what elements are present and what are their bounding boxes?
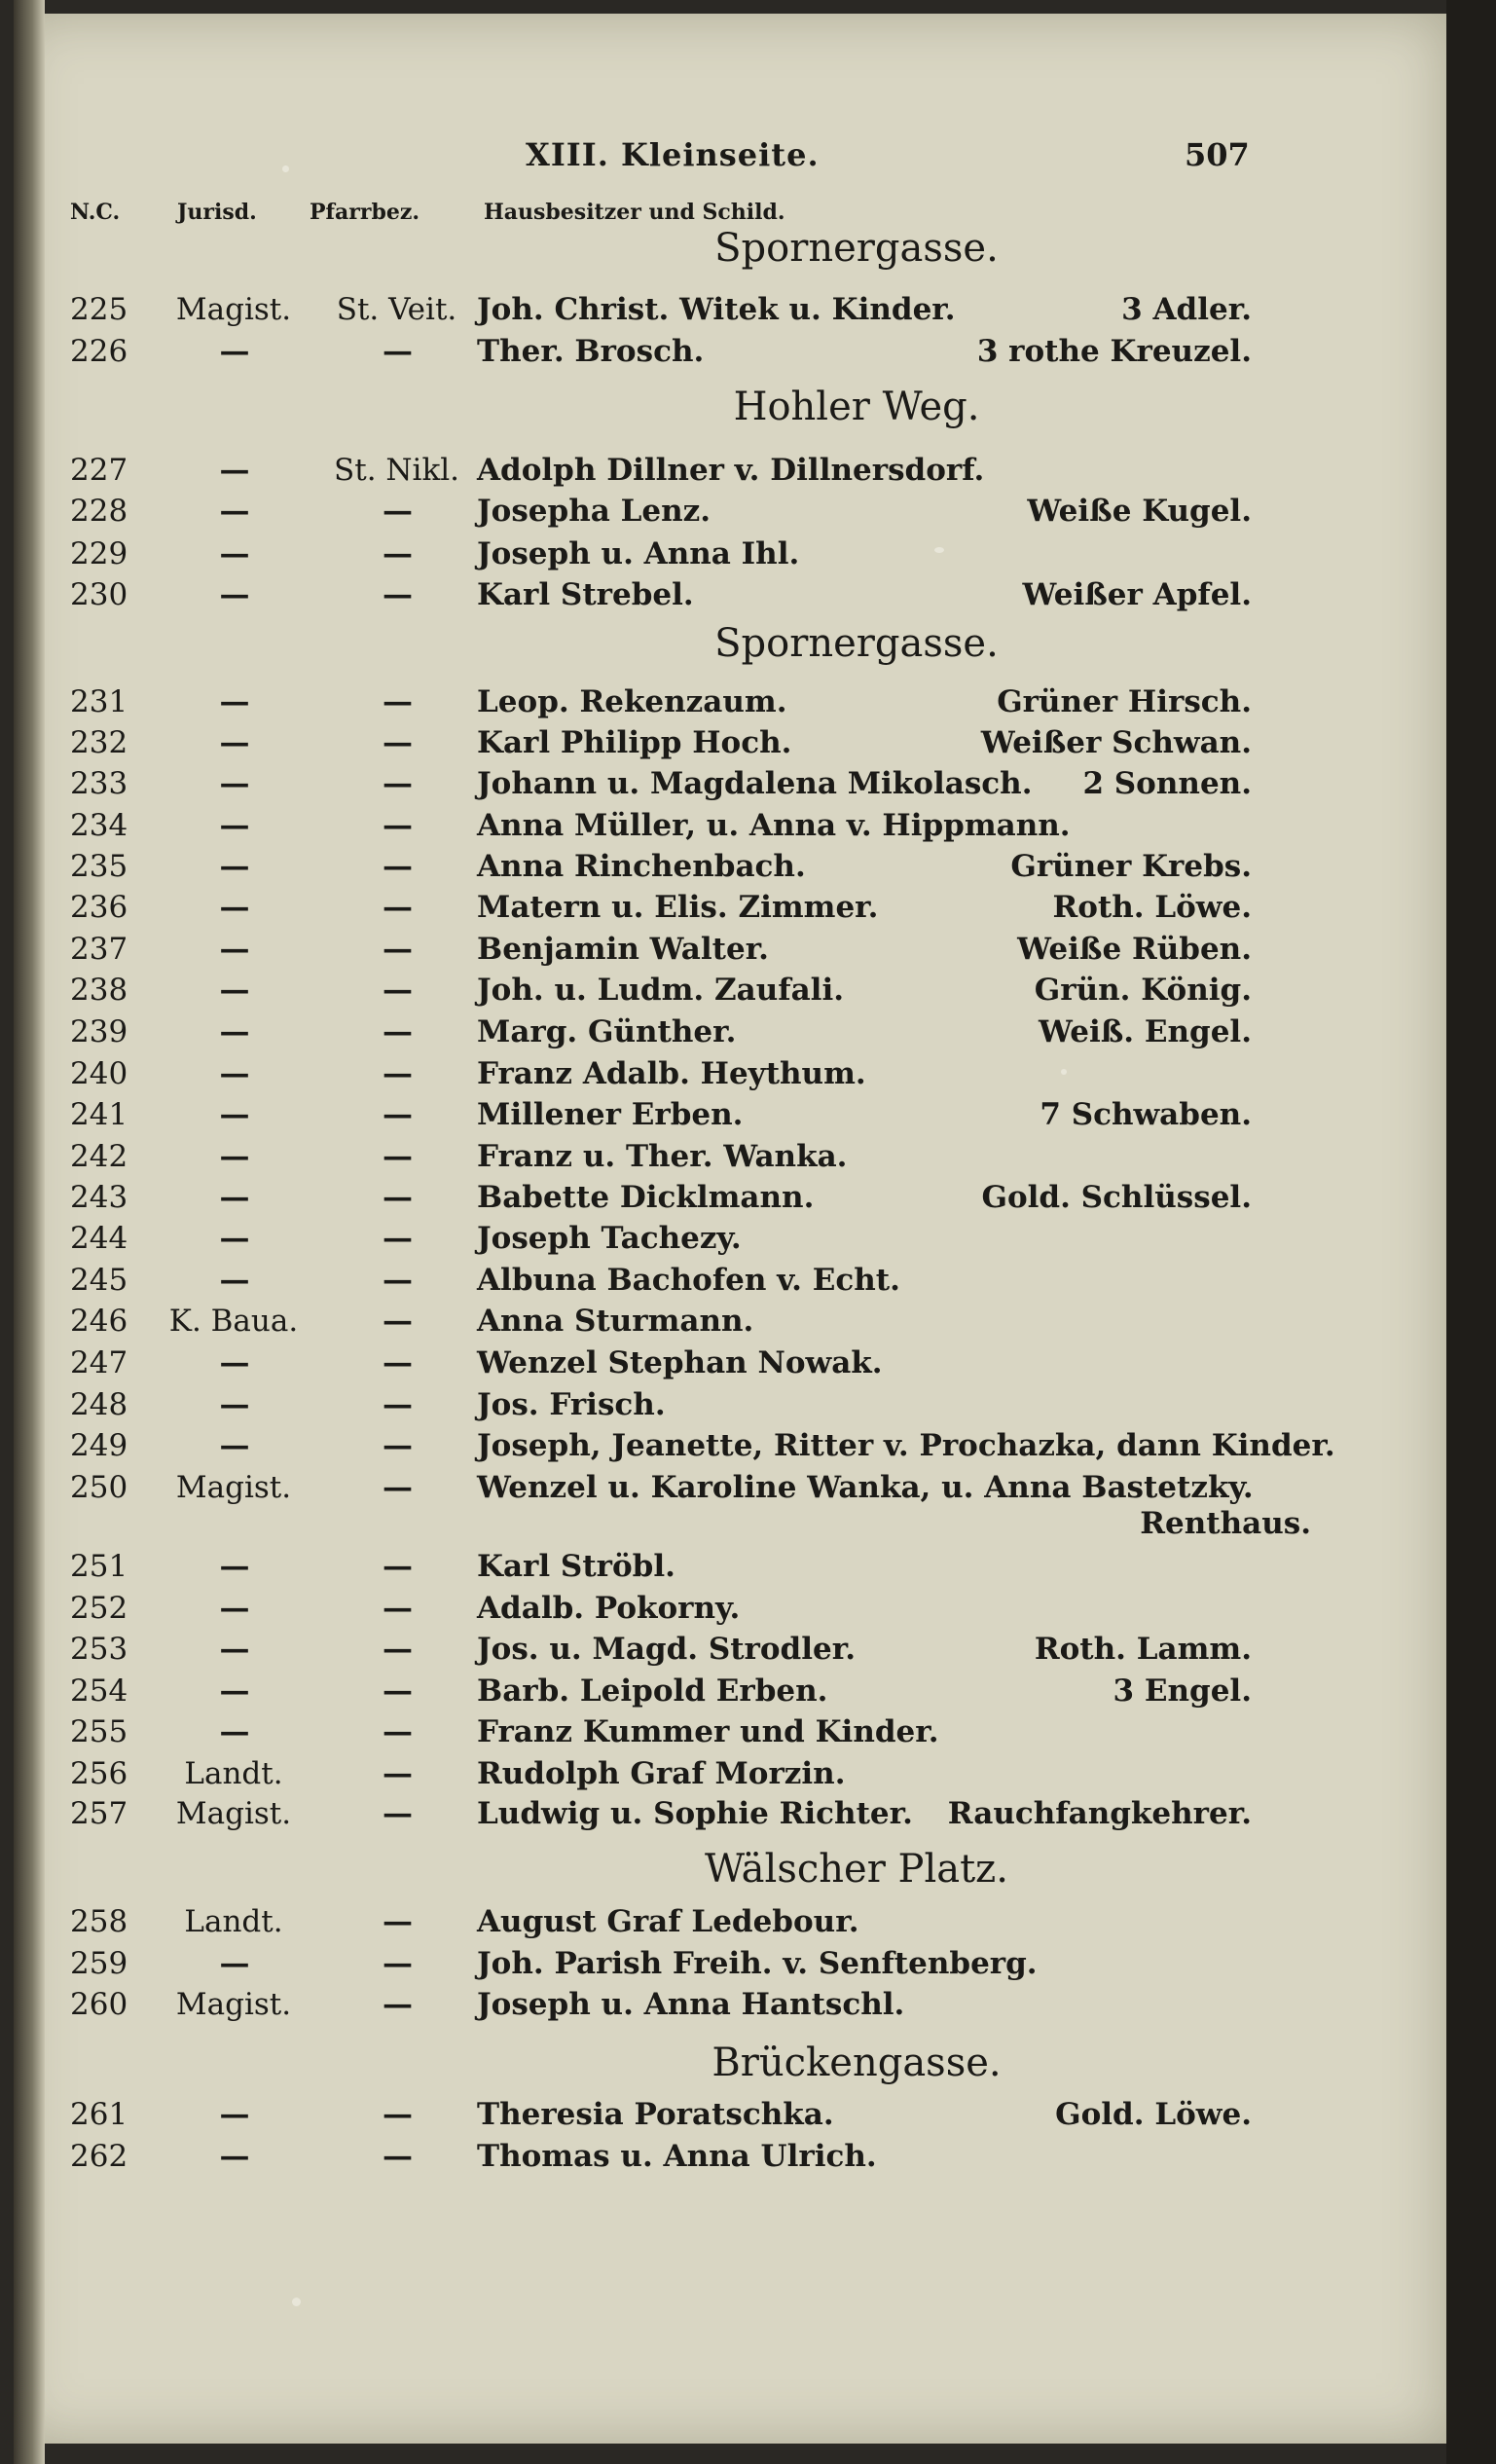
column-header-owner: Hausbesitzer und Schild. [484,200,785,225]
jurisdiction-cell: — [219,890,248,925]
parish-cell: — [383,2097,411,2132]
house-number: 259 [70,1946,128,1981]
house-sign-cell: Gold. Löwe. [1055,2097,1252,2132]
parish-cell: — [383,1263,411,1298]
table-row [0,725,1446,766]
parish-cell: — [383,1180,411,1215]
column-header-nr: N.C. [70,200,121,225]
jurisdiction-cell: — [219,1345,248,1380]
owner-cell: Leop. Rekenzaum. [477,684,787,719]
house-number: 246 [70,1304,128,1339]
house-number: 262 [70,2139,128,2174]
table-row [0,808,1446,849]
house-number: 247 [70,1345,128,1380]
owner-cell: August Graf Ledebour. [477,1904,859,1939]
house-number: 255 [70,1714,128,1749]
owner-cell: Karl Philipp Hoch. [477,725,792,760]
owner-cell: Josepha Lenz. [477,494,712,529]
owner-cell: Marg. Günther. [477,1014,737,1049]
table-row [0,1387,1446,1428]
table-row [0,1180,1446,1221]
parish-cell: — [383,577,411,612]
parish-cell: — [383,1056,411,1091]
parish-cell: — [383,1632,411,1667]
house-number: 261 [70,2097,128,2132]
jurisdiction-cell: — [219,536,248,571]
column-header-jurisdiction: Jurisd. [177,200,257,225]
owner-cell: Adalb. Pokorny. [477,1591,741,1626]
jurisdiction-cell: — [219,1014,248,1049]
table-row [0,1056,1446,1097]
parish-cell: — [383,1139,411,1174]
jurisdiction-cell: — [219,334,248,369]
house-number: 229 [70,536,128,571]
jurisdiction-cell: — [219,1180,248,1215]
parish-cell: — [383,808,411,843]
owner-cell: Matern u. Elis. Zimmer. [477,890,879,925]
house-sign-cell: Grüner Krebs. [1010,849,1252,884]
paper-speck [282,165,289,172]
table-row [0,1428,1446,1469]
house-number: 256 [70,1756,128,1791]
section-title: Brückengasse. [712,2041,1002,2085]
owner-cell: Wenzel Stephan Nowak. [477,1345,883,1380]
jurisdiction-cell: — [219,849,248,884]
house-number: 260 [70,1987,128,2022]
house-number: 231 [70,684,128,719]
owner-cell: Anna Müller, u. Anna v. Hippmann. [477,808,1071,843]
house-sign-cell: 2 Sonnen. [1082,766,1252,801]
house-number: 237 [70,932,128,967]
owner-cell: Joh. Parish Freih. v. Senftenberg. [477,1946,1038,1981]
house-number: 236 [70,890,128,925]
owner-cell: Joseph Tachezy. [477,1221,742,1256]
jurisdiction-cell: — [219,1428,248,1463]
table-row [0,973,1446,1013]
owner-cell: Joseph u. Anna Hantschl. [477,1987,905,2022]
owner-cell: Karl Strebel. [477,577,694,612]
house-number: 241 [70,1097,128,1132]
parish-cell: — [383,1221,411,1256]
house-sign-cell: Gold. Schlüssel. [981,1180,1252,1215]
table-row [0,1796,1446,1837]
jurisdiction-cell: — [219,577,248,612]
house-number: 254 [70,1673,128,1709]
house-number: 248 [70,1387,128,1422]
owner-cell: Joseph u. Anna Ihl. [477,536,800,571]
table-row [0,2139,1446,2180]
parish-cell: — [383,1014,411,1049]
jurisdiction-cell: — [219,1591,248,1626]
parish-cell: — [383,1387,411,1422]
house-sign-cell: Grün. König. [1034,973,1252,1008]
house-number: 253 [70,1632,128,1667]
parish-cell: — [383,684,411,719]
house-number: 230 [70,577,128,612]
house-number: 227 [70,453,128,488]
house-number: 234 [70,808,128,843]
table-row [0,1632,1446,1673]
house-sign-cell: Weiße Kugel. [1027,494,1252,529]
table-row [0,1014,1446,1055]
house-number: 238 [70,973,128,1008]
table-row [0,932,1446,973]
owner-cell: Thomas u. Anna Ulrich. [477,2139,877,2174]
table-row [0,1904,1446,1945]
table-row [0,1591,1446,1632]
jurisdiction-cell: — [219,1263,248,1298]
parish-cell: — [383,932,411,967]
column-header-parish: Pfarrbez. [310,200,420,225]
table-row [0,1714,1446,1755]
owner-cell: Ludwig u. Sophie Richter. [477,1796,913,1831]
parish-cell: — [383,1904,411,1939]
table-row [0,1304,1446,1344]
jurisdiction-cell: Magist. [175,1796,292,1831]
table-row [0,1263,1446,1304]
owner-cell: Adolph Dillner v. Dillnersdorf. [477,453,985,488]
parish-cell: — [383,1097,411,1132]
house-sign-cell: 3 Engel. [1113,1673,1252,1709]
house-number: 250 [70,1470,128,1505]
table-row [0,536,1446,577]
parish-cell: — [383,1756,411,1791]
parish-cell: — [383,973,411,1008]
table-row [0,849,1446,890]
table-row [0,1946,1446,1987]
table-row [0,2097,1446,2138]
jurisdiction-cell: — [219,1387,248,1422]
parish-cell: — [383,494,411,529]
house-number: 235 [70,849,128,884]
house-sign-cell: Rauchfangkehrer. [947,1796,1252,1831]
owner-cell: Karl Ströbl. [477,1549,675,1584]
house-sign-cell: Weißer Apfel. [1022,577,1252,612]
table-row [0,890,1446,931]
house-sign-cell: Roth. Lamm. [1034,1632,1252,1667]
parish-cell: — [383,1673,411,1709]
jurisdiction-cell: — [219,2097,248,2132]
parish-cell: — [383,334,411,369]
parish-cell: St. Nikl. [334,453,459,488]
owner-cell: Rudolph Graf Morzin. [477,1756,846,1791]
jurisdiction-cell: K. Baua. [168,1304,299,1339]
table-row [0,1470,1446,1511]
table-row [0,1221,1446,1262]
owner-cell: Jos. u. Magd. Strodler. [477,1632,857,1667]
jurisdiction-cell: — [219,766,248,801]
owner-cell: Franz Kummer und Kinder. [477,1714,939,1749]
parish-cell: — [383,536,411,571]
jurisdiction-cell: — [219,1221,248,1256]
parish-cell: St. Veit. [336,292,457,327]
owner-cell: Franz Adalb. Heythum. [477,1056,866,1091]
parish-cell: — [383,1428,411,1463]
jurisdiction-cell: — [219,2139,248,2174]
jurisdiction-cell: — [219,808,248,843]
house-number: 228 [70,494,128,529]
parish-cell: — [383,1304,411,1339]
jurisdiction-cell: — [219,973,248,1008]
jurisdiction-cell: — [219,1632,248,1667]
jurisdiction-cell: — [219,684,248,719]
table-row [0,1139,1446,1180]
section-title: Hohler Weg. [733,385,980,429]
owner-cell: Johann u. Magdalena Mikolasch. [477,766,1033,801]
page-number: 507 [1185,136,1250,173]
table-row [0,292,1446,333]
jurisdiction-cell: — [219,725,248,760]
owner-cell: Anna Sturmann. [477,1304,754,1339]
table-row [0,766,1446,807]
parish-cell: — [383,1470,411,1505]
table-row [0,1549,1446,1590]
section-title: Spornergasse. [714,226,999,271]
jurisdiction-cell: Magist. [175,292,292,327]
jurisdiction-cell: — [219,1549,248,1584]
owner-cell: Wenzel u. Karoline Wanka, u. Anna Bastetzky. [477,1470,1254,1505]
table-row [0,453,1446,494]
house-number: 239 [70,1014,128,1049]
table-row [0,1756,1446,1797]
jurisdiction-cell: — [219,453,248,488]
house-sign-cell: Weiße Rüben. [1017,932,1252,967]
house-number: 258 [70,1904,128,1939]
running-head: XIII. Kleinseite. [526,136,820,173]
parish-cell: — [383,1946,411,1981]
house-sign-cell: Weiß. Engel. [1038,1014,1252,1049]
house-number: 233 [70,766,128,801]
parish-cell: — [383,1796,411,1831]
continuation-line: Renthaus. [1140,1506,1311,1541]
parish-cell: — [383,849,411,884]
parish-cell: — [383,1591,411,1626]
jurisdiction-cell: — [219,1056,248,1091]
owner-cell: Anna Rinchenbach. [477,849,806,884]
house-sign-cell: Roth. Löwe. [1052,890,1252,925]
jurisdiction-cell: Magist. [175,1987,292,2022]
jurisdiction-cell: — [219,1673,248,1709]
owner-cell: Joh. Christ. Witek u. Kinder. [477,292,956,327]
house-number: 240 [70,1056,128,1091]
parish-cell: — [383,1714,411,1749]
owner-cell: Babette Dicklmann. [477,1180,815,1215]
parish-cell: — [383,1987,411,2022]
owner-cell: Joh. u. Ludm. Zaufali. [477,973,845,1008]
house-number: 225 [70,292,128,327]
owner-cell: Albuna Bachofen v. Echt. [477,1263,900,1298]
house-number: 257 [70,1796,128,1831]
parish-cell: — [383,725,411,760]
owner-cell: Franz u. Ther. Wanka. [477,1139,848,1174]
jurisdiction-cell: — [219,494,248,529]
jurisdiction-cell: — [219,1097,248,1132]
house-sign-cell: Grüner Hirsch. [997,684,1252,719]
jurisdiction-cell: — [219,1714,248,1749]
table-row [0,684,1446,725]
house-number: 226 [70,334,128,369]
house-number: 243 [70,1180,128,1215]
table-row [0,1987,1446,2028]
jurisdiction-cell: — [219,1139,248,1174]
table-row [0,1097,1446,1138]
parish-cell: — [383,1345,411,1380]
house-number: 251 [70,1549,128,1584]
house-sign-cell: Weißer Schwan. [980,725,1252,760]
house-number: 245 [70,1263,128,1298]
house-number: 252 [70,1591,128,1626]
page-edge [1446,0,1496,2464]
owner-cell: Ther. Brosch. [477,334,705,369]
paper-speck [292,2298,301,2306]
parish-cell: — [383,1549,411,1584]
section-title: Wälscher Platz. [705,1847,1008,1892]
owner-cell: Joseph, Jeanette, Ritter v. Prochazka, dann Kinder. [477,1428,1335,1463]
table-row [0,577,1446,618]
house-number: 242 [70,1139,128,1174]
owner-cell: Theresia Poratschka. [477,2097,834,2132]
jurisdiction-cell: — [219,932,248,967]
table-row [0,1673,1446,1714]
section-title: Spornergasse. [714,621,999,666]
owner-cell: Millener Erben. [477,1097,744,1132]
house-number: 232 [70,725,128,760]
parish-cell: — [383,890,411,925]
house-number: 244 [70,1221,128,1256]
jurisdiction-cell: Landt. [184,1756,283,1791]
house-sign-cell: 7 Schwaben. [1040,1097,1252,1132]
parish-cell: — [383,766,411,801]
table-row [0,334,1446,375]
table-row [0,1345,1446,1386]
owner-cell: Jos. Frisch. [477,1387,666,1422]
jurisdiction-cell: — [219,1946,248,1981]
house-number: 249 [70,1428,128,1463]
table-row [0,494,1446,534]
house-sign-cell: 3 Adler. [1121,292,1252,327]
jurisdiction-cell: Landt. [184,1904,283,1939]
jurisdiction-cell: Magist. [175,1470,292,1505]
parish-cell: — [383,2139,411,2174]
house-sign-cell: 3 rothe Kreuzel. [976,334,1252,369]
owner-cell: Barb. Leipold Erben. [477,1673,828,1709]
owner-cell: Benjamin Walter. [477,932,769,967]
